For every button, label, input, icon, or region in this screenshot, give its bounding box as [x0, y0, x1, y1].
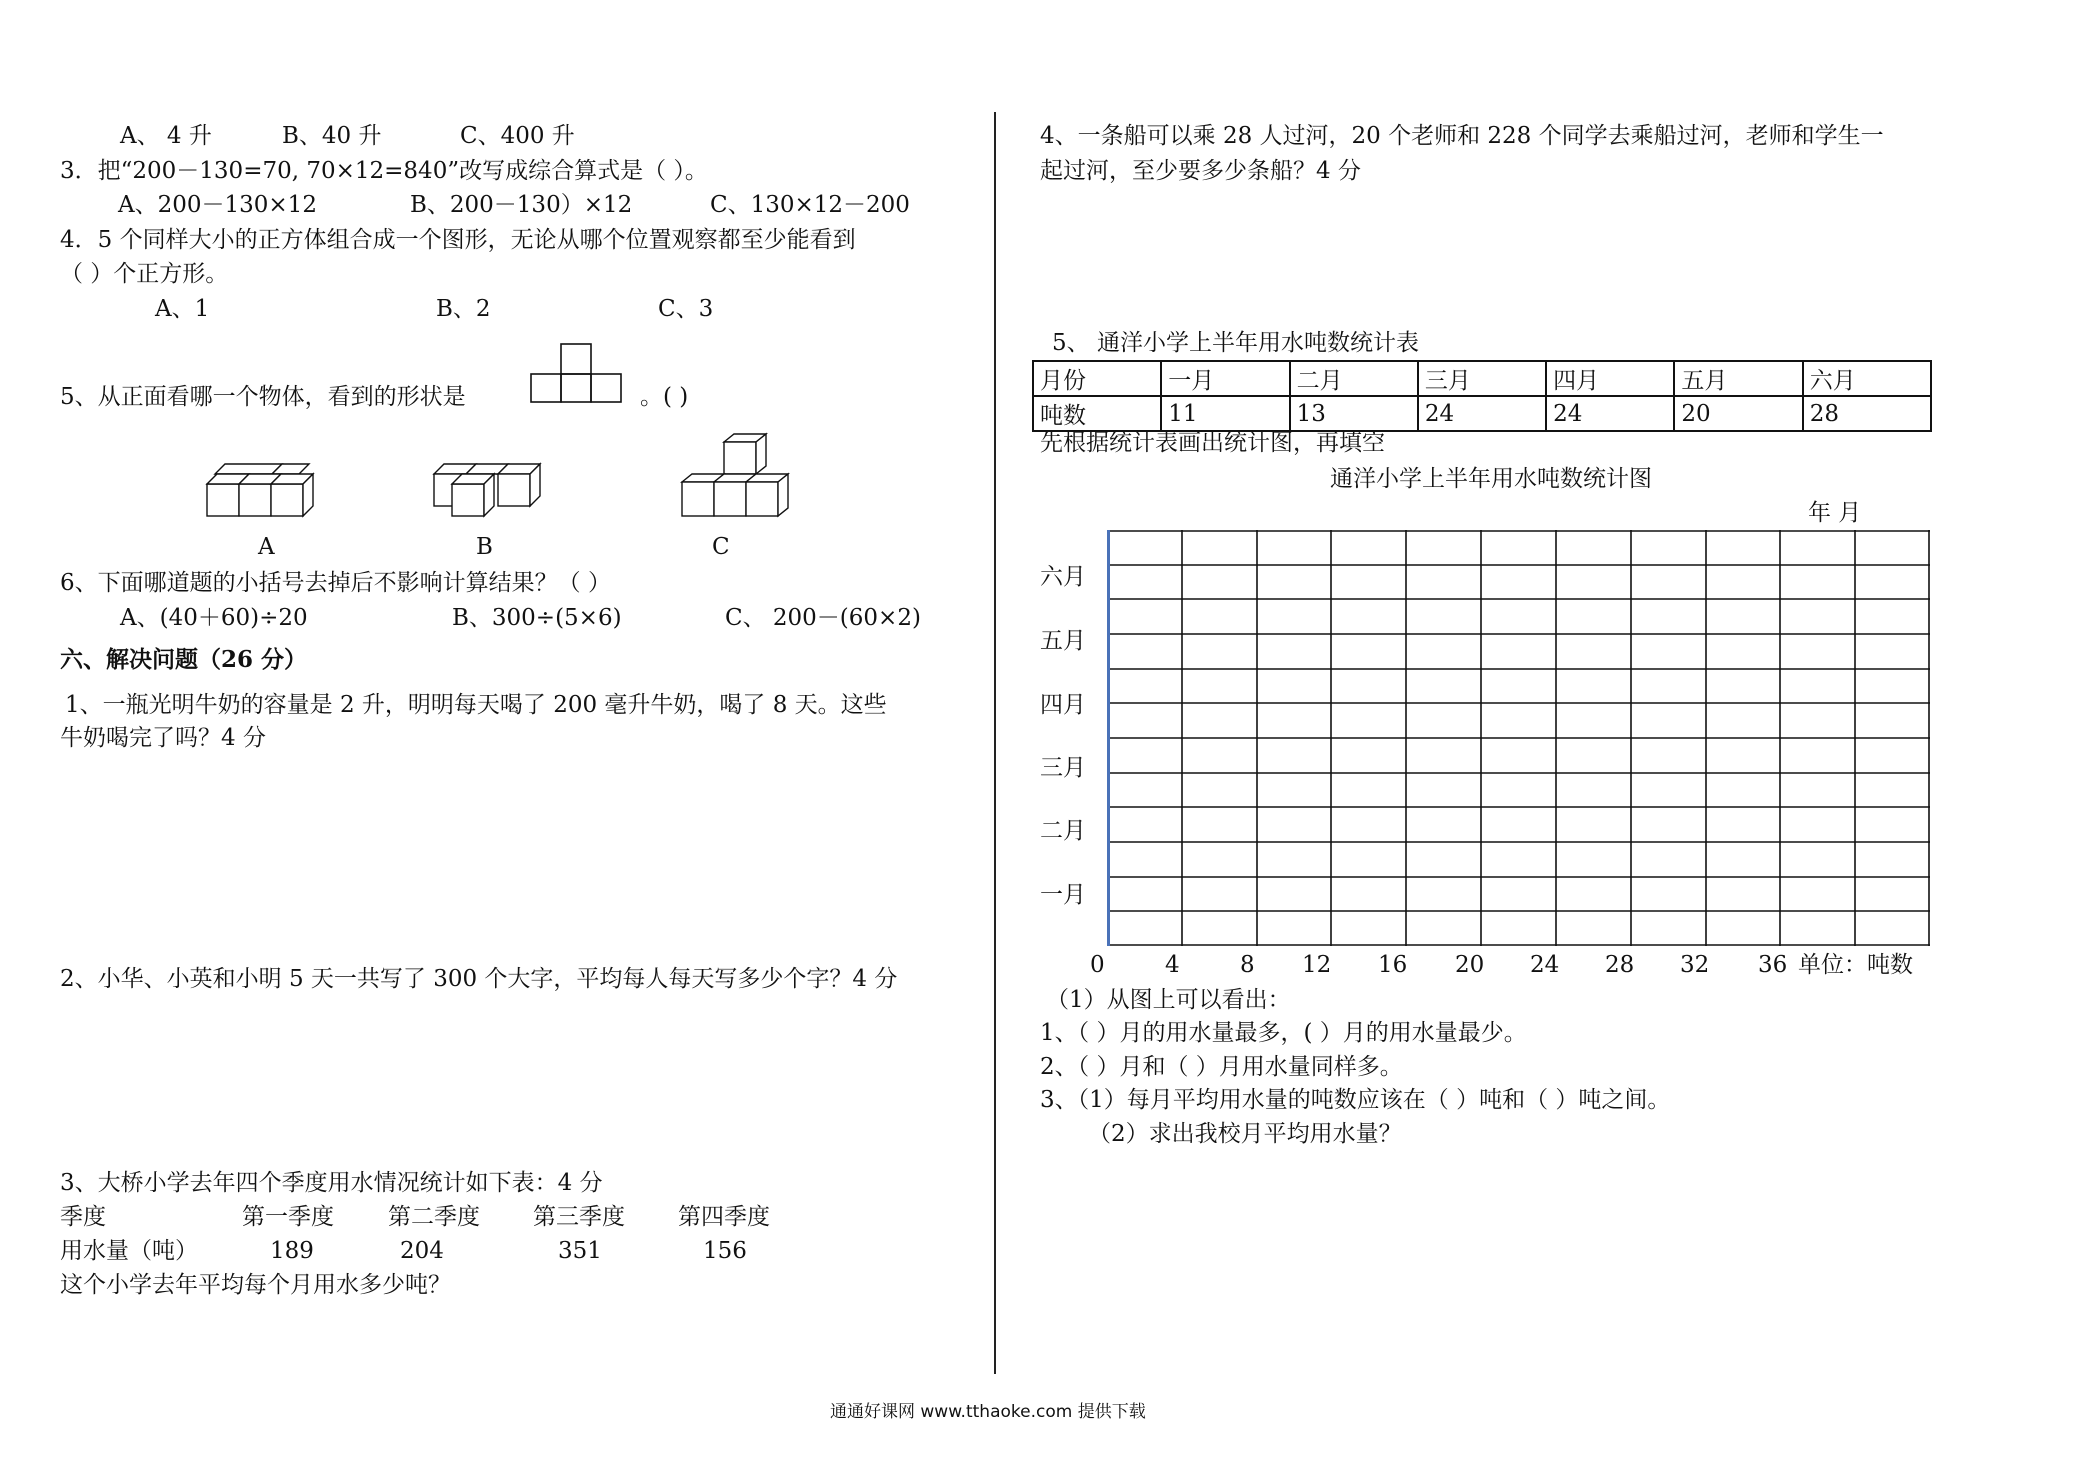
- blank-grid-chart: [1107, 530, 1930, 946]
- chart-date-label: 年 月: [1808, 500, 1862, 526]
- fill-question-3: 3、（1）每月平均用水量的吨数应该在（ ）吨和（ ）吨之间。: [1040, 1087, 1671, 1113]
- footer-credit: 通通好课网 www.tthaoke.com 提供下载: [830, 1402, 1146, 1422]
- section-heading-6: 六、解决问题（26 分）: [60, 646, 308, 673]
- cube-figure-c: [680, 432, 795, 522]
- unit-label: 单位：吨数: [1798, 952, 1913, 978]
- problem-4-line1: 4、一条船可以乘 28 人过河，20 个老师和 228 个同学去乘船过河，老师和学生一: [1040, 123, 1884, 149]
- p3-value-q2: 204: [400, 1238, 444, 1264]
- p3-header-q3: 第三季度: [533, 1204, 625, 1230]
- problem-5-title: 5、 通洋小学上半年用水吨数统计表: [1052, 330, 1419, 356]
- x-label-32: 32: [1680, 952, 1710, 978]
- question-4-line2: （ ）个正方形。: [60, 261, 229, 287]
- p3-value-q1: 189: [270, 1238, 314, 1264]
- y-label-january: 一月: [1040, 882, 1086, 908]
- question-5-prefix: 5、从正面看哪一个物体，看到的形状是: [60, 384, 466, 410]
- table-cell: 28: [1803, 396, 1931, 431]
- x-label-12: 12: [1302, 952, 1332, 978]
- p3-header-q4: 第四季度: [678, 1204, 770, 1230]
- table-cell: 24: [1546, 396, 1674, 431]
- fill-question-2: 2、（ ）月和（ ）月用水量同样多。: [1040, 1054, 1403, 1080]
- q3-option-c: C、130×12－200: [710, 192, 910, 218]
- problem-4-line2: 起过河，至少要多少条船？4 分: [1040, 158, 1361, 184]
- front-view-shape: [530, 342, 625, 404]
- table-row: [1033, 361, 1931, 396]
- water-stats-table: [1032, 360, 1932, 432]
- table-cell: 六月: [1803, 361, 1931, 396]
- table-cell: 吨数: [1033, 396, 1161, 431]
- question-5-suffix: 。( ): [640, 384, 689, 410]
- fill-intro: （1）从图上可以看出：: [1046, 987, 1291, 1013]
- y-label-february: 二月: [1040, 818, 1086, 844]
- q4-option-c: C、3: [658, 296, 714, 322]
- figure-label-c: C: [712, 534, 730, 560]
- table-cell: 月份: [1033, 361, 1161, 396]
- question-3: 3．把“200－130=70, 70×12=840”改写成综合算式是（ ）。: [60, 158, 708, 184]
- fill-question-1: 1、（ ）月的用水量最多，( ）月的用水量最少。: [1040, 1020, 1527, 1046]
- q3-option-b: B、200－130）×12: [410, 192, 633, 218]
- x-label-24: 24: [1530, 952, 1560, 978]
- question-6: 6、下面哪道题的小括号去掉后不影响计算结果？（ ）: [60, 570, 611, 596]
- q4-option-b: B、2: [436, 296, 491, 322]
- q3-option-a: A、200－130×12: [118, 192, 317, 218]
- problem-1-line1: 1、一瓶光明牛奶的容量是 2 升，明明每天喝了 200 毫升牛奶，喝了 8 天。这些: [65, 692, 887, 718]
- x-label-4: 4: [1165, 952, 1180, 978]
- problem-2: 2、小华、小英和小明 5 天一共写了 300 个大字，平均每人每天写多少个字？4 分: [60, 966, 898, 992]
- y-label-may: 五月: [1040, 628, 1086, 654]
- chart-title: 通洋小学上半年用水吨数统计图: [1330, 466, 1652, 492]
- q2-option-c: C、400 升: [460, 123, 575, 149]
- problem-3-title: 3、大桥小学去年四个季度用水情况统计如下表：4 分: [60, 1170, 603, 1196]
- question-4-line1: 4．5 个同样大小的正方体组合成一个图形，无论从哪个位置观察都至少能看到: [60, 227, 856, 253]
- q4-option-a: A、1: [155, 296, 210, 322]
- y-label-march: 三月: [1040, 755, 1086, 781]
- problem-3-question: 这个小学去年平均每个月用水多少吨？: [60, 1272, 451, 1298]
- cube-figure-a: [205, 460, 315, 520]
- table-cell: 24: [1418, 396, 1546, 431]
- table-cell: 四月: [1546, 361, 1674, 396]
- x-label-8: 8: [1240, 952, 1255, 978]
- y-label-june: 六月: [1040, 564, 1086, 590]
- x-label-16: 16: [1378, 952, 1408, 978]
- q2-option-a: A、 4 升: [120, 123, 212, 149]
- p3-value-q4: 156: [703, 1238, 747, 1264]
- y-label-april: 四月: [1040, 692, 1086, 718]
- p3-header-q1: 第一季度: [242, 1204, 334, 1230]
- table-cell: 二月: [1290, 361, 1418, 396]
- q2-option-b: B、40 升: [282, 123, 382, 149]
- x-label-28: 28: [1605, 952, 1635, 978]
- table-row: [1033, 396, 1931, 431]
- p3-header-q2: 第二季度: [388, 1204, 480, 1230]
- cube-figure-b: [432, 460, 547, 520]
- fill-question-4: （2）求出我校月平均用水量？: [1088, 1121, 1402, 1147]
- table-cell: 一月: [1161, 361, 1289, 396]
- table-cell: 三月: [1418, 361, 1546, 396]
- figure-label-b: B: [476, 534, 493, 560]
- x-label-0: 0: [1090, 952, 1105, 978]
- x-label-36: 36: [1758, 952, 1788, 978]
- p3-value-q3: 351: [558, 1238, 602, 1264]
- table-cell: 20: [1674, 396, 1802, 431]
- p3-header-season: 季度: [60, 1204, 106, 1230]
- table-cell: 五月: [1674, 361, 1802, 396]
- q6-option-c: C、 200－(60×2): [725, 605, 921, 631]
- q6-option-b: B、300÷(5×6): [452, 605, 622, 631]
- table-cell: 13: [1290, 396, 1418, 431]
- column-divider: [994, 112, 996, 1374]
- figure-label-a: A: [258, 534, 275, 560]
- p3-row-label: 用水量（吨）: [60, 1238, 198, 1264]
- table-cell: 11: [1161, 396, 1289, 431]
- q6-option-a: A、(40＋60)÷20: [120, 605, 308, 631]
- chart-instruction: 先根据统计表画出统计图，再填空: [1040, 430, 1385, 456]
- problem-1-line2: 牛奶喝完了吗？4 分: [60, 725, 266, 751]
- x-label-20: 20: [1455, 952, 1485, 978]
